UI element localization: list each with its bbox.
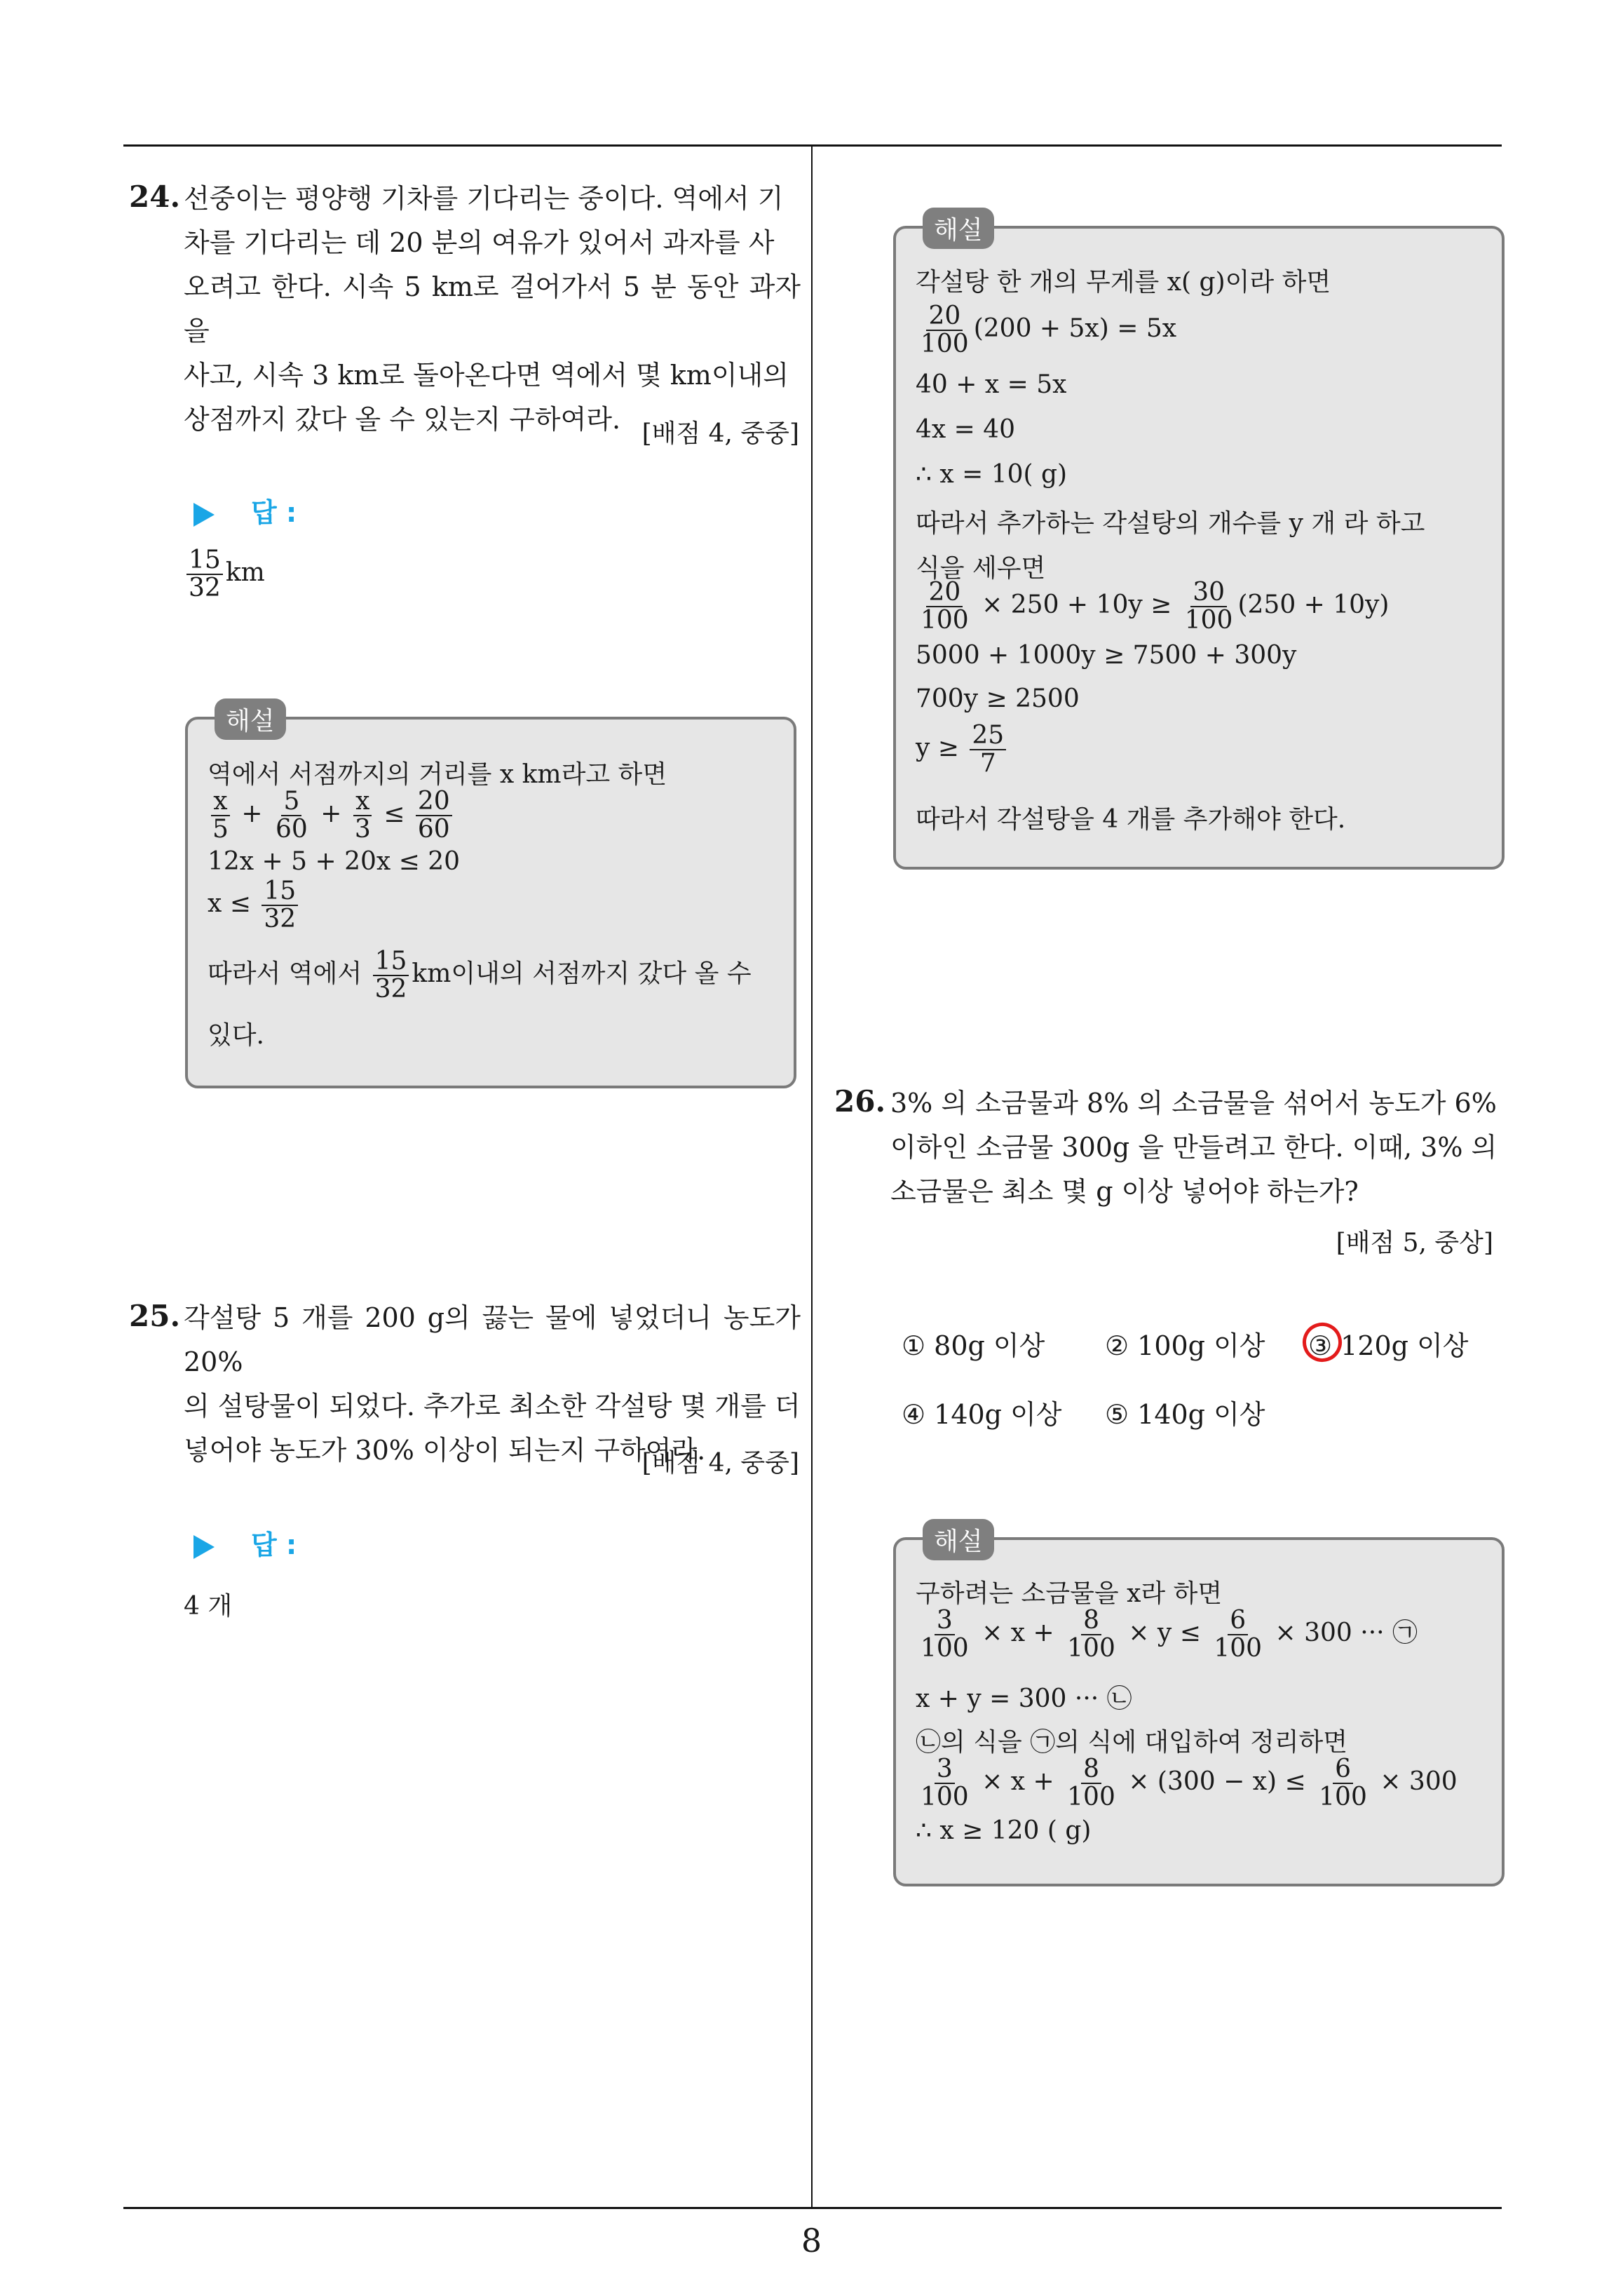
question-26-text <box>890 1081 1507 1214</box>
solution-line: 4x = 40 <box>916 415 1016 444</box>
page-number: 8 <box>801 2222 822 2260</box>
solution-line: $\frac{20}{100}$ × 250 + 10y ≥ $\frac{30}{100}$ (250 + 10y) <box>921 578 1390 635</box>
question-26-line: 이하인 소금물 300g 을 만들려고 한다. 이때, 3% 의 <box>890 1132 1498 1163</box>
choice-2[interactable]: ② 100g 이상 <box>1105 1330 1265 1361</box>
solution-line: 각설탕 한 개의 무게를 x( g)이라 하면 <box>916 268 1331 297</box>
solution-line: $\frac{3}{100}$ × x + $\frac{8}{100}$ × (300 − x) ≤ $\frac{6}{100}$ × 300 <box>921 1755 1458 1811</box>
solution-line: 있다. <box>208 1021 264 1050</box>
solution-line: 따라서 추가하는 각설탕의 개수를 y 개 라 하고 <box>916 509 1425 538</box>
question-24-answer: $\frac{15}{32}$ km <box>184 547 265 602</box>
solution-line: ∴ x = 10( g) <box>916 460 1068 489</box>
solution-line: 구하려는 소금물을 x라 하면 <box>916 1579 1223 1608</box>
play-triangle-icon <box>193 503 215 527</box>
question-25-score: [배점 4, 중중] <box>641 1449 799 1478</box>
question-24-answer-marker <box>193 491 297 529</box>
solution-line: 역에서 서점까지의 거리를 x km라고 하면 <box>208 760 667 789</box>
solution-line: y ≥ $\frac{25}{7}$ <box>916 722 1009 777</box>
column-divider <box>811 144 813 2209</box>
question-24-line: 오려고 한다. 시속 5 km로 걸어가서 5 분 동안 과자을 <box>184 271 801 346</box>
question-24-line: 차를 기다리는 데 20 분의 여유가 있어서 과자를 사 <box>184 227 775 258</box>
question-24-line: 선중이는 평양행 기차를 기다리는 중이다. 역에서 기 <box>184 183 784 214</box>
solution-line: $\frac{x}{5}$ + $\frac{5}{60}$ + $\frac{x}{3}$ ≤ $\frac{20}{60}$ <box>208 788 455 843</box>
question-26-number: 26. <box>834 1084 886 1119</box>
question-24-number: 24. <box>129 180 181 214</box>
question-25-answer-marker <box>193 1523 297 1562</box>
question-25-solution-tag: 해설 <box>923 208 994 249</box>
solution-line: x ≤ $\frac{15}{32}$ <box>208 878 301 933</box>
question-26-solution-tag: 해설 <box>923 1519 994 1560</box>
solution-line: ㉡의 식을 ㉠의 식에 대입하여 정리하면 <box>916 1728 1348 1757</box>
solution-line: $\frac{3}{100}$ × x + $\frac{8}{100}$ × y ≤ $\frac{6}{100}$ × 300 ··· ㉠ <box>921 1606 1418 1663</box>
solution-line: 700y ≥ 2500 <box>916 684 1080 713</box>
choice-3[interactable]: ③ 120g 이상 <box>1308 1330 1469 1361</box>
solution-line: 따라서 역에서 $\frac{15}{32}$ km이내의 서점까지 갔다 올 수 <box>208 947 752 1004</box>
solution-line: 40 + x = 5x <box>916 370 1067 399</box>
question-24-line: 상점까지 갔다 올 수 있는지 구하여라. <box>184 404 621 435</box>
answer-label: 답 : <box>251 1529 297 1560</box>
question-25-line: 넣어야 농도가 30% 이상이 되는지 구하여라. <box>184 1435 706 1466</box>
question-24-text <box>184 177 801 442</box>
play-triangle-icon <box>193 1535 215 1559</box>
question-24-solution-tag: 해설 <box>215 698 286 740</box>
bottom-rule <box>123 2207 1502 2209</box>
answer-fraction: $\frac{15}{32}$ <box>186 547 223 602</box>
question-25-line: 의 설탕물이 되었다. 추가로 최소한 각설탕 몇 개를 더 <box>184 1391 801 1422</box>
solution-line: 5000 + 1000y ≥ 7500 + 300y <box>916 641 1297 670</box>
question-26-score: [배점 5, 중상] <box>1336 1229 1493 1257</box>
choice-4[interactable]: ④ 140g 이상 <box>902 1399 1062 1430</box>
top-rule <box>123 144 1502 147</box>
solution-line: x + y = 300 ··· ㉡ <box>916 1684 1132 1713</box>
solution-line: $\frac{20}{100}$ (200 + 5x) = 5x <box>921 302 1177 358</box>
question-25-answer: 4 개 <box>184 1592 233 1621</box>
question-25-number: 25. <box>129 1299 181 1333</box>
choice-1[interactable]: ① 80g 이상 <box>902 1330 1045 1361</box>
question-24-score: [배점 4, 중중] <box>641 419 799 448</box>
solution-line: ∴ x ≥ 120 ( g) <box>916 1816 1092 1845</box>
solution-line: 따라서 각설탕을 4 개를 추가해야 한다. <box>916 805 1346 834</box>
solution-line: 식을 세우면 <box>916 554 1046 583</box>
question-24-line: 사고, 시속 3 km로 돌아온다면 역에서 몇 km이내의 <box>184 360 789 391</box>
solution-line: 12x + 5 + 20x ≤ 20 <box>208 847 461 876</box>
question-26-line: 3% 의 소금물과 8% 의 소금물을 섞어서 농도가 6% <box>890 1088 1497 1119</box>
question-26-line: 소금물은 최소 몇 g 이상 넣어야 하는가? <box>890 1176 1359 1207</box>
answer-label: 답 : <box>251 497 297 528</box>
question-25-line: 각설탕 5 개를 200 g의 끓는 물에 넣었더니 농도가 20% <box>184 1302 801 1377</box>
choice-5[interactable]: ⑤ 140g 이상 <box>1105 1399 1265 1430</box>
